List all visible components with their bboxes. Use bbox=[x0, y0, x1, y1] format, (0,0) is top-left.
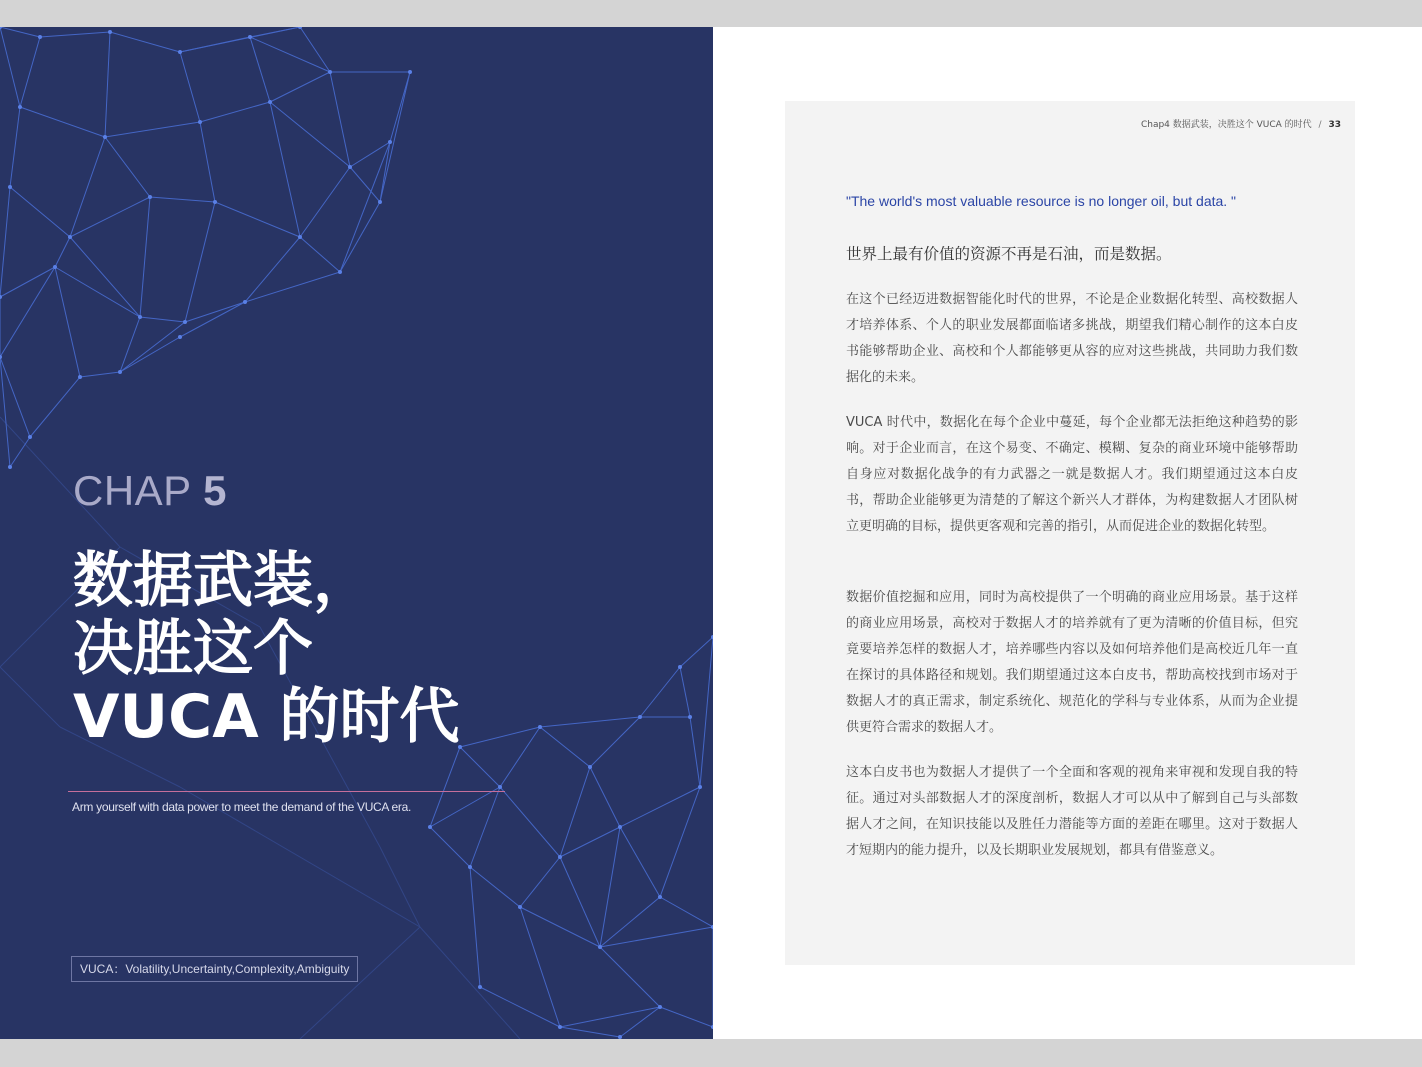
title-divider bbox=[68, 791, 505, 792]
network-pattern-decoration bbox=[0, 27, 713, 1039]
chapter-title-line-1: 数据武装， bbox=[73, 546, 373, 616]
chapter-title-line-3: VUCA 的时代 bbox=[73, 682, 460, 752]
quote-english: "The world's most valuable resource is no longer oil, but data. " bbox=[846, 193, 1237, 209]
chapter-word: CHAP bbox=[73, 467, 191, 514]
vuca-definition-box: VUCA：Volatility,Uncertainty,Complexity,Ambiguity bbox=[71, 956, 358, 982]
body-paragraph-1: 在这个已经迈进数据智能化时代的世界，不论是企业数据化转型、高校数据人才培养体系、个人的职业发展都面临诸多挑战，期望我们精心制作的这本白皮书能够帮助企业、高校和个人都能够更从容的应对这些挑战，共同助力我们数据化的未来。 bbox=[846, 292, 1298, 385]
chapter-title-line-2: 决胜这个 bbox=[73, 614, 313, 684]
body-paragraph-4: 这本白皮书也为数据人才提供了一个全面和客观的视角来审视和发现自我的特征。通过对头部数据人才的深度剖析，数据人才可以从中了解到自己与头部数据人才之间，在知识技能以及胜任力潜能等方面的差距在哪里。这对于数据人才短期内的能力提升，以及长期职业发展规划，都具有借鉴意义。 bbox=[846, 765, 1298, 858]
body-paragraph-2: VUCA 时代中，数据化在每个企业中蔓延，每个企业都无法拒绝这种趋势的影响。对于企业而言，在这个易变、不确定、模糊、复杂的商业环境中能够帮助自身应对数据化战争的有力武器之一就是数据人才。我们期望通过这本白皮书，帮助企业能够更为清楚的了解这个新兴人才群体，为构建数据人才团队树立更明确的目标，提供更客观和完善的指引，从而促进企业的数据化转型。 bbox=[846, 415, 1298, 534]
content-panel bbox=[785, 101, 1355, 965]
chapter-number: 5 bbox=[203, 467, 227, 514]
running-header bbox=[1141, 117, 1341, 130]
chapter-subtitle: Arm yourself with data power to meet the demand of the VUCA era. bbox=[72, 800, 411, 814]
running-header-chapter: Chap4 数据武装，决胜这个 VUCA 的时代 bbox=[1140, 120, 1312, 130]
chapter-label bbox=[73, 467, 227, 515]
quote-chinese: 世界上最有价值的资源不再是石油，而是数据。 bbox=[846, 245, 1172, 263]
running-header-separator: / bbox=[1318, 120, 1322, 130]
body-paragraph-3: 数据价值挖掘和应用，同时为高校提供了一个明确的商业应用场景。基于这样的商业应用场景，高校对于数据人才的培养就有了更为清晰的价值目标，但究竟要培养怎样的数据人才，培养哪些内容以及如何培养他们是高校近几年一直在探讨的具体路径和规划。我们期望通过这本白皮书，帮助高校找到市场对于数据人才的真正需求，制定系统化、规范化的学科与专业体系，从而为企业提供更符合需求的数据人才。 bbox=[846, 590, 1298, 735]
book-spread bbox=[0, 27, 1422, 1039]
chapter-title bbox=[73, 547, 633, 751]
content-page bbox=[713, 27, 1422, 1039]
chapter-cover-page bbox=[0, 27, 713, 1039]
page-number: 33 bbox=[1328, 120, 1341, 130]
